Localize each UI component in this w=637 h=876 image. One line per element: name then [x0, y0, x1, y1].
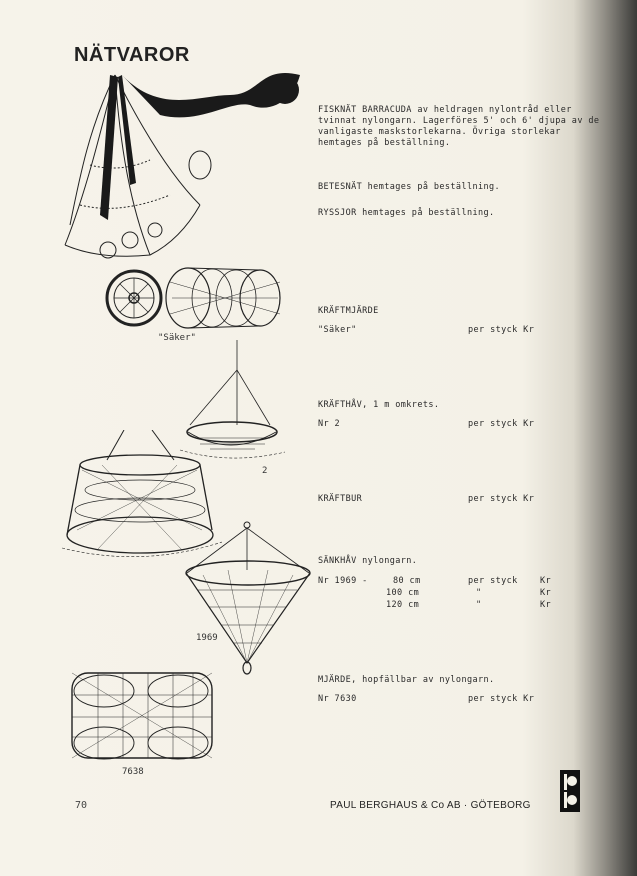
sankhav-size: 100 cm	[386, 588, 420, 598]
kraftbur-heading: KRÄFTBUR	[318, 494, 363, 504]
sankhav-unit: "	[476, 600, 482, 610]
sankhav-size: 120 cm	[386, 600, 420, 610]
sankhav-heading: SÄNKHÅV nylongarn.	[318, 556, 418, 566]
kraftmjarde-row	[318, 325, 553, 336]
sankhav-unit: per styck	[468, 576, 518, 586]
caption-krafthav: 2	[262, 466, 268, 476]
crayfish-trap-saker-illustration	[100, 262, 290, 337]
kraftmjarde-heading: KRÄFTMJÄRDE	[318, 306, 379, 316]
sankhav-row-3	[318, 600, 553, 611]
krafthav-price-label: per styck Kr	[468, 419, 535, 429]
sankhav-nr: Nr 1969 -	[318, 576, 368, 586]
publisher-footer: PAUL BERGHAUS & Co AB · GÖTEBORG	[330, 800, 531, 811]
kraftmjarde-price-label: per styck Kr	[468, 325, 535, 335]
caption-saker: "Säker"	[158, 333, 196, 343]
caption-sankhav: 1969	[196, 633, 218, 643]
kraftbur-row	[318, 494, 553, 505]
page-title: NÄTVAROR	[74, 44, 190, 66]
sankhav-unit: "	[476, 588, 482, 598]
sankhav-currency: Kr	[540, 600, 552, 610]
krafthav-row	[318, 419, 553, 430]
krafthav-item: Nr 2	[318, 419, 341, 429]
fisknat-description: FISKNÄT BARRACUDA av heldragen nylontråd eller tvinnat nylongarn. Lagerföres 5' och 6' djupa av de vanligaste maskstorlekarna. Övriga storlekar hemtages på beställning.	[318, 105, 600, 148]
kraftbur-price-label: per styck Kr	[468, 494, 535, 504]
collapsible-trap-illustration	[68, 665, 218, 765]
sankhav-currency: Kr	[540, 576, 552, 586]
mjarde-heading: MJÄRDE, hopfällbar av nylongarn.	[318, 675, 495, 685]
ryssjor-text: RYSSJOR hemtages på beställning.	[318, 208, 495, 218]
caption-mjarde: 7638	[122, 767, 144, 777]
cast-net-illustration	[60, 55, 310, 270]
mjarde-price-label: per styck Kr	[468, 694, 535, 704]
sankhav-row-1	[318, 576, 553, 587]
landing-cone-net-illustration	[183, 515, 318, 680]
mjarde-row	[318, 694, 553, 705]
sankhav-currency: Kr	[540, 588, 552, 598]
kraftmjarde-item: "Säker"	[318, 325, 357, 335]
sankhav-size: 80 cm	[393, 576, 421, 586]
sankhav-row-2	[318, 588, 553, 599]
publisher-logo-icon	[560, 770, 580, 812]
page-number: 70	[75, 800, 88, 811]
mjarde-item: Nr 7630	[318, 694, 357, 704]
betesnat-text: BETESNÄT hemtages på beställning.	[318, 182, 501, 192]
krafthav-heading: KRÄFTHÅV, 1 m omkrets.	[318, 400, 440, 410]
